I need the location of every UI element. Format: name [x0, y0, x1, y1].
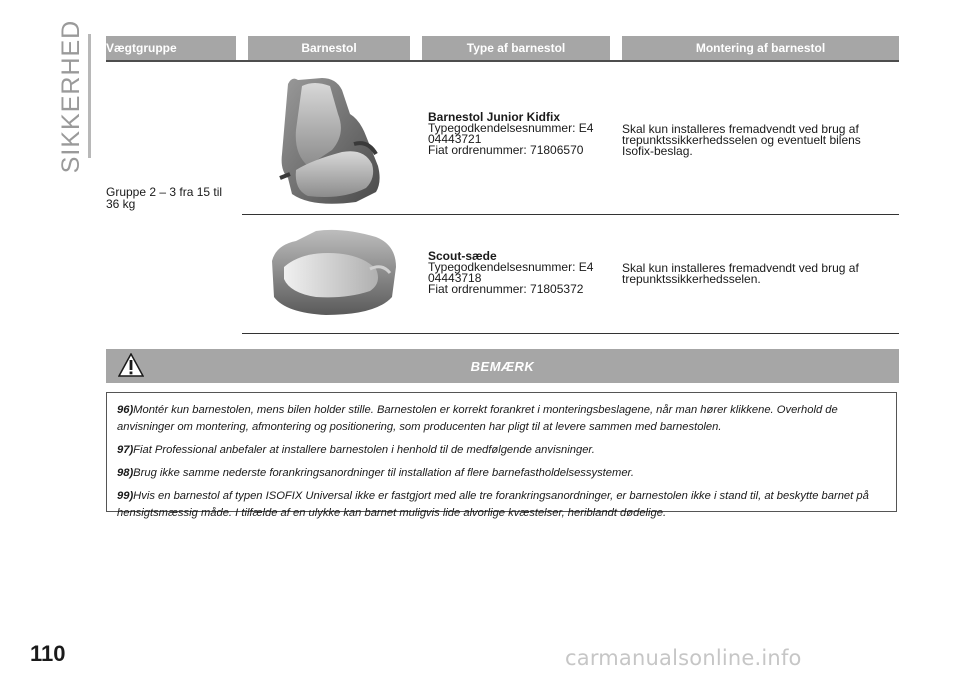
note-title: BEMÆRK — [470, 358, 535, 374]
note-item: 98)Brug ikke samme nederste forankringsanordninger til installation af flere barnefastholdelsessystemer. — [117, 467, 634, 479]
child-seat-table — [106, 36, 899, 334]
section-title-rule — [88, 34, 91, 158]
header-weight-group: Vægtgruppe — [106, 36, 236, 60]
seat-model-name: Scout-sæde — [428, 249, 497, 263]
seat-model-name: Barnestol Junior Kidfix — [428, 110, 561, 124]
seat-type-info — [428, 251, 614, 295]
booster-cushion-image — [266, 227, 400, 319]
mounting-instructions: Skal kun installeres fremadvendt ved brug af trepunktssikkerhedsselen og eventuelt bilens Isofix-beslag. — [622, 122, 861, 158]
warning-triangle-icon — [118, 353, 144, 377]
table-row — [242, 215, 899, 334]
page-number: 110 — [30, 641, 66, 666]
section-title: SIKKERHED — [57, 19, 86, 173]
approval-label: Typegodkendelsesnummer: E4 — [428, 121, 594, 135]
header-child-seat: Barnestol — [248, 36, 410, 60]
note-body — [106, 392, 897, 519]
note-header — [106, 349, 899, 383]
approval-number: 04443721 — [428, 132, 482, 146]
booster-seat-with-backrest-image — [272, 74, 390, 208]
note-item: 99)Hvis en barnestol af typen ISOFIX Universal ikke er fastgjort med alle tre forankringsanordninger, er barnestolen ikke i stand til, at beskytte barnet på hensigtsmæssig måde. I tilfælde af en ulykke kan barnet muligvis lide alvorlige kvæstelser, heriblandt dødelige. — [117, 490, 869, 519]
seat-type-info — [428, 112, 614, 156]
table-row — [242, 62, 899, 215]
order-number: Fiat ordrenummer: 71806570 — [428, 143, 584, 157]
mounting-instructions: Skal kun installeres fremadvendt ved brug af trepunktssikkerhedsselen. — [622, 261, 859, 286]
table-header — [106, 36, 899, 60]
note-item: 96)Montér kun barnestolen, mens bilen holder stille. Barnestolen er korrekt forankret i monteringsbeslagene, når man hører klikkene. Overhold de anvisninger om montering, afmontering og positionering, som producenten har pligt til at levere sammen med barnestolen. — [117, 404, 838, 433]
table-body — [106, 62, 899, 334]
header-seat-type: Type af barnestol — [422, 36, 610, 60]
weight-group-label: Gruppe 2 – 3 fra 15 til 36 kg — [106, 185, 223, 211]
watermark: carmanualsonline.info — [565, 646, 802, 670]
note-item: 97)Fiat Professional anbefaler at installere barnestolen i henhold til de medfølgende anvisninger. — [117, 444, 595, 456]
header-seat-mounting: Montering af barnestol — [622, 36, 899, 60]
order-number: Fiat ordrenummer: 71805372 — [428, 282, 584, 296]
approval-number: 04443718 — [428, 271, 482, 285]
approval-label: Typegodkendelsesnummer: E4 — [428, 260, 594, 274]
